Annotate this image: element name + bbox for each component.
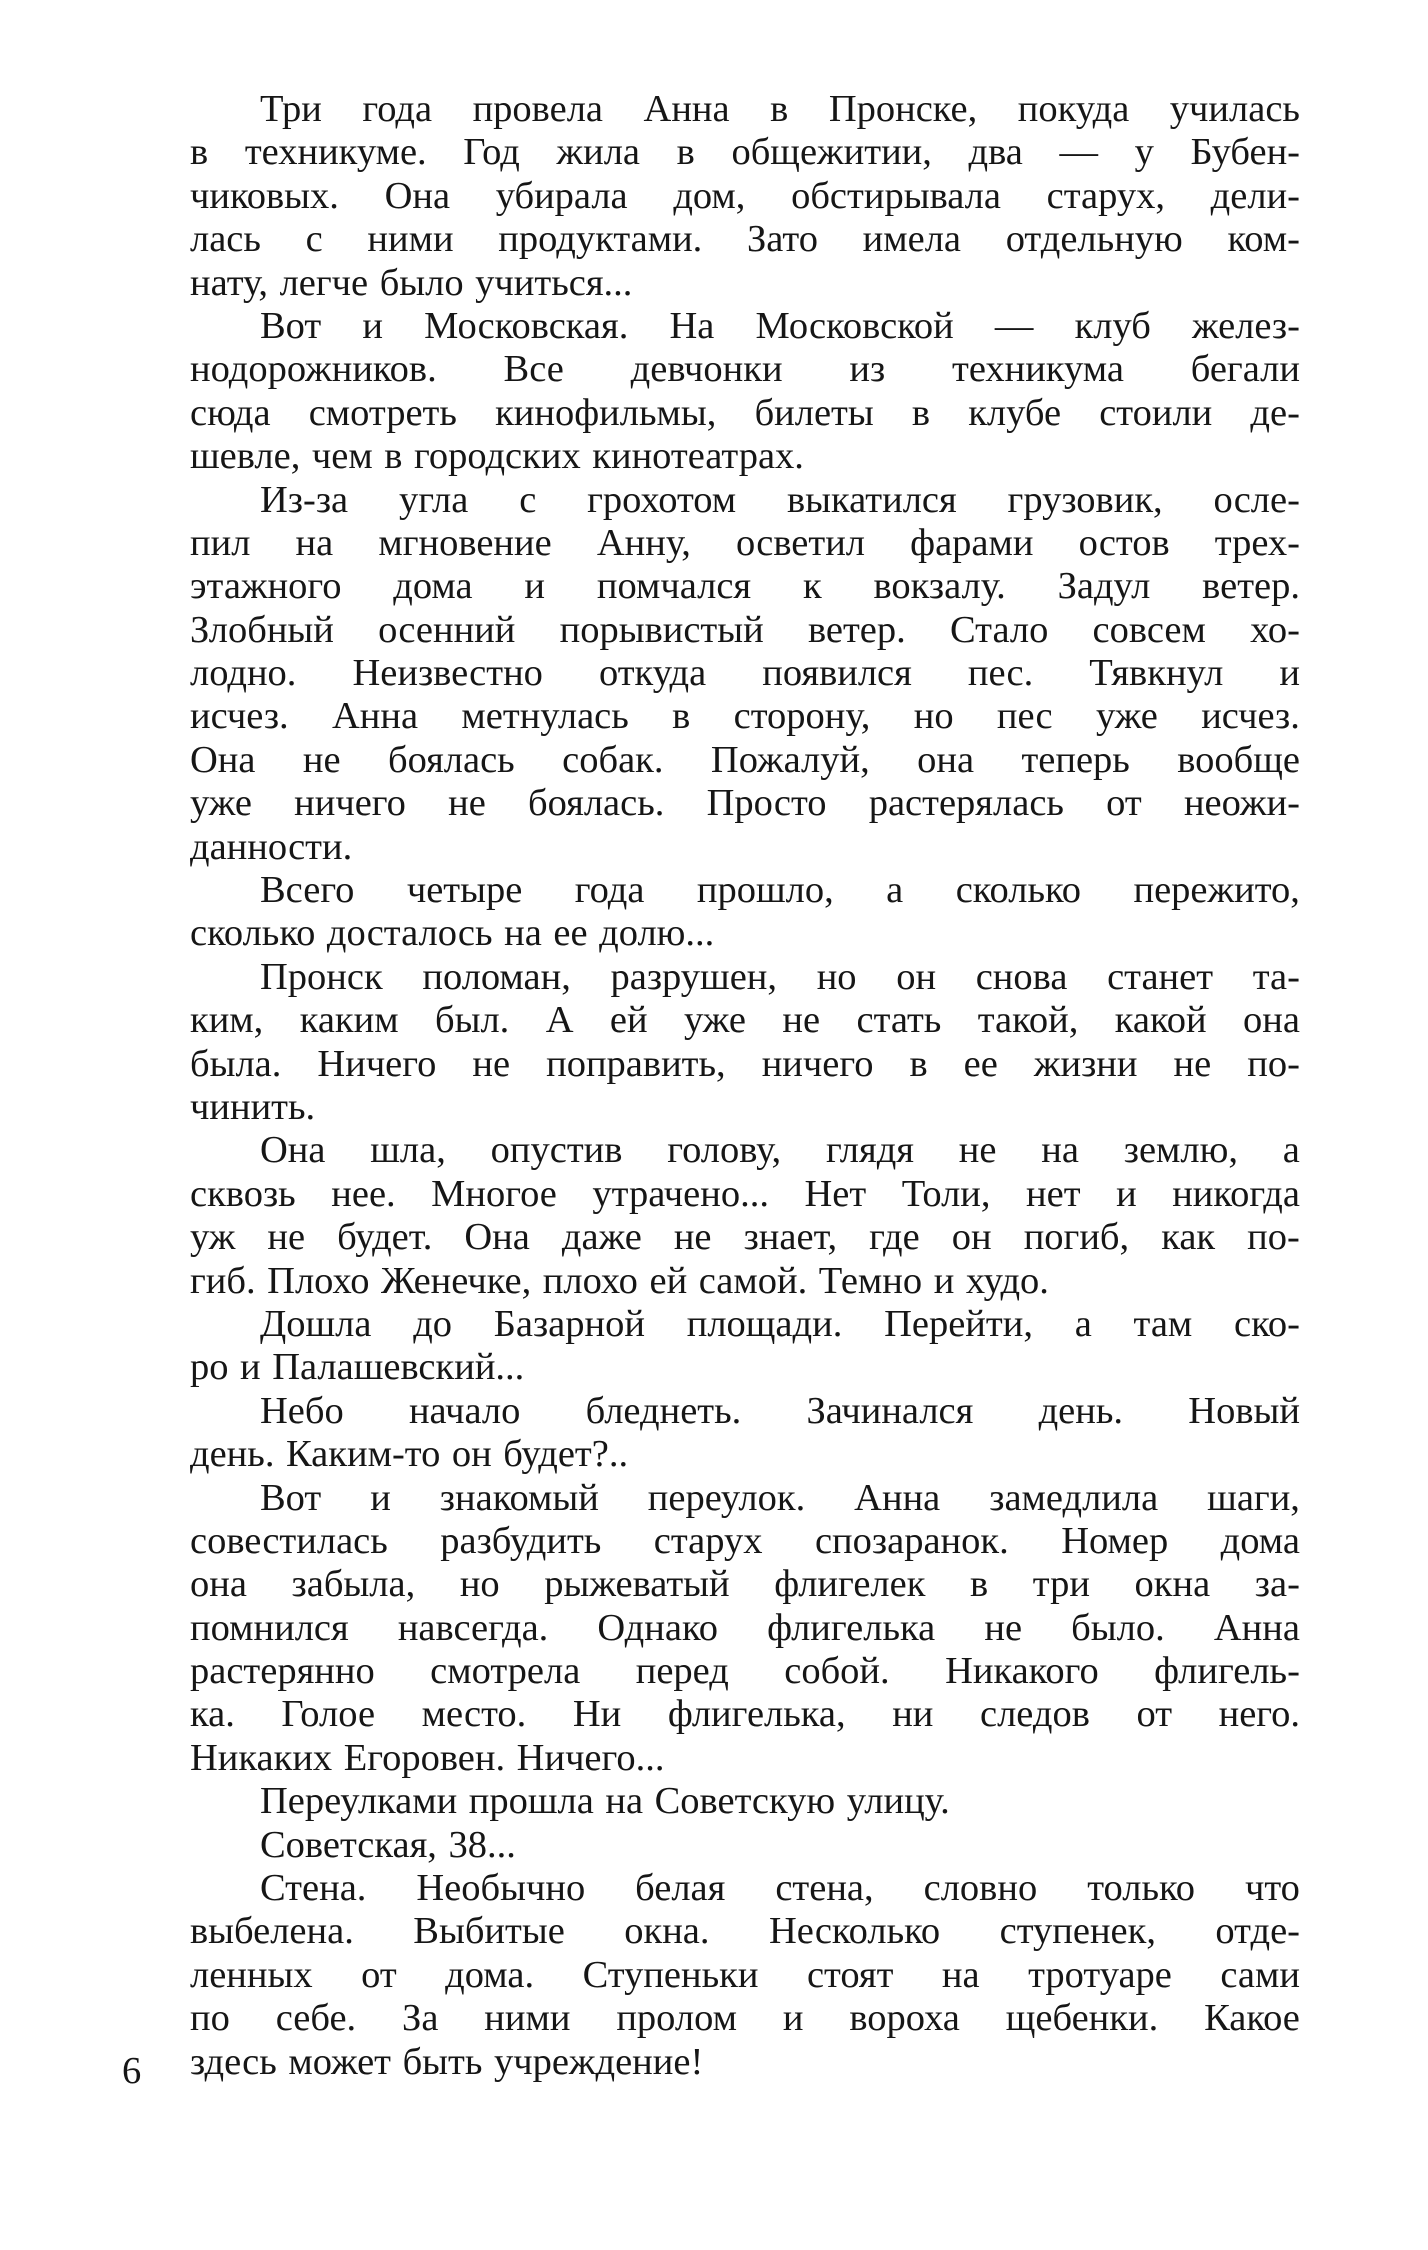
text-line: по себе. За ними пролом и вороха щебенки. Какое	[190, 1997, 1300, 2040]
paragraph	[190, 956, 1300, 1130]
paragraph	[190, 88, 1300, 305]
text-line: Вот и знакомый переулок. Анна замедлила шаги,	[260, 1476, 1300, 1519]
text-line: Злобный осенний порывистый ветер. Стало совсем хо-	[190, 608, 1300, 651]
text-line: Переулками прошла на Советскую улицу.	[260, 1780, 950, 1823]
text-body	[190, 88, 1300, 2084]
text-line: сколько досталось на ее долю...	[190, 912, 715, 955]
text-line: данности.	[190, 825, 353, 868]
text-line: Три года провела Анна в Пронске, покуда училась	[260, 88, 1300, 130]
paragraph	[190, 305, 1300, 479]
paragraph	[190, 1129, 1300, 1303]
text-line: чиковых. Она убирала дом, обстирывала старух, дели-	[190, 174, 1300, 217]
text-line: сквозь нее. Многое утрачено... Нет Толи, нет и никогда	[190, 1172, 1300, 1215]
text-line: ленных от дома. Ступеньки стоят на тротуаре сами	[190, 1953, 1300, 1996]
paragraph	[190, 479, 1300, 870]
paragraph	[190, 869, 1300, 956]
text-line: Она не боялась собак. Пожалуй, она теперь вообще	[190, 738, 1300, 781]
text-line: этажного дома и помчался к вокзалу. Задул ветер.	[190, 565, 1300, 608]
text-line: гиб. Плохо Женечке, плохо ей самой. Темно и худо.	[190, 1259, 1049, 1302]
text-line: она забыла, но рыжеватый флигелек в три окна за-	[190, 1563, 1300, 1606]
text-line: уже ничего не боялась. Просто растерялась от неожи-	[190, 782, 1300, 825]
text-line: Никаких Егоровен. Ничего...	[190, 1736, 665, 1779]
paragraph	[190, 1390, 1300, 1477]
text-line: Дошла до Базарной площади. Перейти, а там ско-	[260, 1302, 1300, 1345]
text-line: день. Каким-то он будет?..	[190, 1433, 629, 1476]
text-line: выбелена. Выбитые окна. Несколько ступенек, отде-	[190, 1910, 1300, 1953]
paragraph	[190, 1303, 1300, 1390]
text-line: растерянно смотрела перед собой. Никакого флигель-	[190, 1650, 1300, 1693]
text-line: нодорожников. Все девчонки из техникума бегали	[190, 348, 1300, 391]
text-line: Пронск поломан, разрушен, но он снова станет та-	[260, 955, 1300, 998]
text-line: в техникуме. Год жила в общежитии, два — у Бубен-	[190, 131, 1300, 174]
text-line: здесь может быть учреждение!	[190, 2040, 704, 2083]
paragraph	[190, 1867, 1300, 2084]
text-line: Вот и Московская. На Московской — клуб желез-	[260, 304, 1300, 347]
text-line: ро и Палашевский...	[190, 1346, 525, 1389]
text-line: была. Ничего не поправить, ничего в ее жизни не по-	[190, 1042, 1300, 1085]
text-line: лась с ними продуктами. Зато имела отдельную ком-	[190, 218, 1300, 261]
text-line: Стена. Необычно белая стена, словно только что	[260, 1867, 1300, 1910]
text-line: Она шла, опустив голову, глядя не на землю, а	[260, 1129, 1300, 1172]
text-line: нату, легче было учиться...	[190, 261, 633, 304]
text-line: пил на мгновение Анну, осветил фарами остов трех-	[190, 521, 1300, 564]
text-line: лодно. Неизвестно откуда появился пес. Тявкнул и	[190, 652, 1300, 695]
text-line: Из-за угла с грохотом выкатился грузовик, осле-	[260, 478, 1300, 521]
paragraph	[190, 1477, 1300, 1781]
text-line: Всего четыре года прошло, а сколько пережито,	[260, 869, 1300, 912]
paragraph	[190, 1824, 1300, 1867]
text-line: ка. Голое место. Ни флигелька, ни следов от него.	[190, 1693, 1300, 1736]
text-line: уж не будет. Она даже не знает, где он погиб, как по-	[190, 1216, 1300, 1259]
text-line: ким, каким был. А ей уже не стать такой, какой она	[190, 999, 1300, 1042]
text-line: помнился навсегда. Однако флигелька не было. Анна	[190, 1606, 1300, 1649]
text-line: Советская, 38...	[260, 1823, 516, 1866]
text-line: шевле, чем в городских кинотеатрах.	[190, 435, 804, 478]
page-number: 6	[122, 2050, 142, 2092]
text-line: Небо начало бледнеть. Зачинался день. Новый	[260, 1389, 1300, 1432]
paragraph	[190, 1780, 1300, 1823]
text-line: сюда смотреть кинофильмы, билеты в клубе стоили де-	[190, 391, 1300, 434]
text-line: исчез. Анна метнулась в сторону, но пес уже исчез.	[190, 695, 1300, 738]
text-line: совестилась разбудить старух спозаранок. Номер дома	[190, 1519, 1300, 1562]
text-line: чинить.	[190, 1085, 316, 1128]
